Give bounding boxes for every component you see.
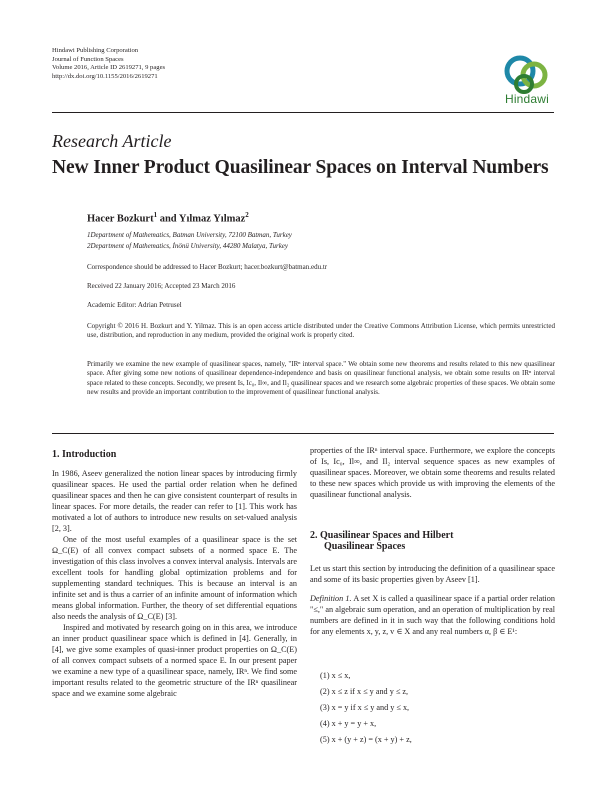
affiliation-1: 1Department of Mathematics, Batman University, 72100 Batman, Turkey [87, 231, 292, 239]
abstract-rule [52, 433, 554, 434]
definition-label: Definition 1. [310, 594, 352, 603]
paper-title: New Inner Product Quasilinear Spaces on Interval Numbers [52, 157, 549, 178]
publisher: Hindawi Publishing Corporation [52, 47, 139, 54]
intro-continuation: properties of the IRⁿ interval space. Furthermore, we explore the concepts of Is, Ic₀, Il∞, and Il₂ interval sequence spaces as new examples of quasilinear spaces. Moreover, we obtain some theorems and results related to these new spaces which provide us with improving the elements of the quasilinear functional analysis. [310, 446, 555, 499]
affiliation-2: 2Department of Mathematics, İnönü University, 44280 Malatya, Turkey [87, 242, 289, 250]
journal-header [52, 47, 165, 81]
right-column-body [310, 563, 555, 637]
hindawi-wordmark: Hindawi [504, 92, 550, 106]
intro-paragraph-1: In 1986, Aseev generalized the notion linear spaces by introducing firmly quasilinear spaces. He used the partial order relation when he defined quasilinear spaces and then he can give consistent counterpart of results in linear spaces. For more details, the reader can refer to [1]. This work has motivated a lot of authors to introduce new results on set-valued analysis [2, 3]. [52, 469, 297, 533]
right-column-continuation [310, 445, 555, 500]
author-2: Yılmaz Yılmaz [178, 213, 246, 225]
author-conjunction: and [157, 213, 179, 225]
author-2-affil: 2 [245, 211, 249, 219]
left-column-body [52, 468, 297, 699]
axiom-4: (4) x + y = y + x, [320, 719, 377, 728]
section-2-intro: Let us start this section by introducing the definition of a quasilinear space and some of its basic properties given by Aseev [1]. [310, 564, 555, 584]
definition-text: A set X is called a quasilinear space if a partial order relation "≤," an algebraic sum operation, and an operation of multiplication by real numbers are defined in it in such way that the following conditions hold for any elements x, y, z, v ∈ X and any real numbers α, β ∈ E¹: [310, 594, 555, 636]
dates: Received 22 January 2016; Accepted 23 March 2016 [87, 282, 236, 290]
intro-paragraph-2: One of the most useful examples of a quasilinear space is the set Ω_C(E) of all convex compact subsets of a normed space E. The investigation of this class involves a convex interval analysis. Intervals are excellent tools for handling global optimization problems and for supplementing standard techniques. This is because an interval is an infinite set and is thus a carrier of an infinite amount of information which means global information. Further, the theory of set differential equations also needs the analysis of Ω_C(E) [3]. [52, 535, 297, 621]
doi-link[interactable]: http://dx.doi.org/10.1155/2016/2619271 [52, 72, 158, 80]
volume-info: Volume 2016, Article ID 2619271, 9 pages [52, 64, 166, 72]
author-line [87, 211, 249, 225]
section-2-heading-line-1: 2. Quasilinear Spaces and Hilbert [310, 530, 454, 541]
axiom-3: (3) x = y if x ≤ y and y ≤ x, [320, 703, 410, 712]
definition-1 [310, 593, 555, 637]
correspondence: Correspondence should be addressed to Hacer Bozkurt; hacer.bozkurt@batman.edu.tr [87, 263, 328, 271]
section-2-heading-line-2: Quasilinear Spaces [324, 541, 406, 552]
academic-editor: Academic Editor: Adrian Petrusel [87, 301, 182, 309]
axiom-5: (5) x + (y + z) = (x + y) + z, [320, 735, 412, 744]
abstract: Primarily we examine the new example of quasilinear spaces, namely, "IRⁿ interval space." We obtain some new theorems and results related to this new quasilinear space. After giving some new notions of quasilinear dependence-independence and basis on quasilinear functional analysis, we obtain some results on IRⁿ interval space related to these concepts. Secondly, we present Is, Ic₀, Il∞, and Il₂ quasilinear spaces and we research some algebraic properties of these spaces. We obtain some new results and provide an important contribution to the improvement of quasilinear functional analysis. [87, 360, 555, 397]
author-1: Hacer Bozkurt [87, 213, 154, 225]
journal-name: Journal of Function Spaces [52, 55, 124, 63]
copyright-notice: Copyright © 2016 H. Bozkurt and Y. Yilmaz. This is an open access article distributed under the Creative Commons Attribution License, which permits unrestricted use, distribution, and reproduction in any medium, provided the original work is properly cited. [87, 322, 555, 340]
axiom-1: (1) x ≤ x, [320, 671, 351, 680]
author-1-affil: 1 [153, 211, 158, 219]
header-rule [52, 112, 554, 113]
section-2-heading [310, 530, 453, 552]
section-1-heading: 1. Introduction [52, 449, 117, 460]
axiom-list [320, 668, 412, 748]
axiom-2: (2) x ≤ z if x ≤ y and y ≤ z, [320, 687, 409, 696]
intro-paragraph-3: Inspired and motivated by research going on in this area, we introduce an inner product quasilinear space which is defined in [4]. Generally, in [4], we give some examples of quasi-inner product properties on Ω_C(E) of all convex compact subsets of a normed space E. In our present paper we examine a new type of a quasilinear space, namely, IRⁿ. We find some important results related to the geometric structure of the IRⁿ quasilinear space and we examine some algebraic [52, 623, 297, 698]
article-type: Research Article [52, 131, 172, 151]
